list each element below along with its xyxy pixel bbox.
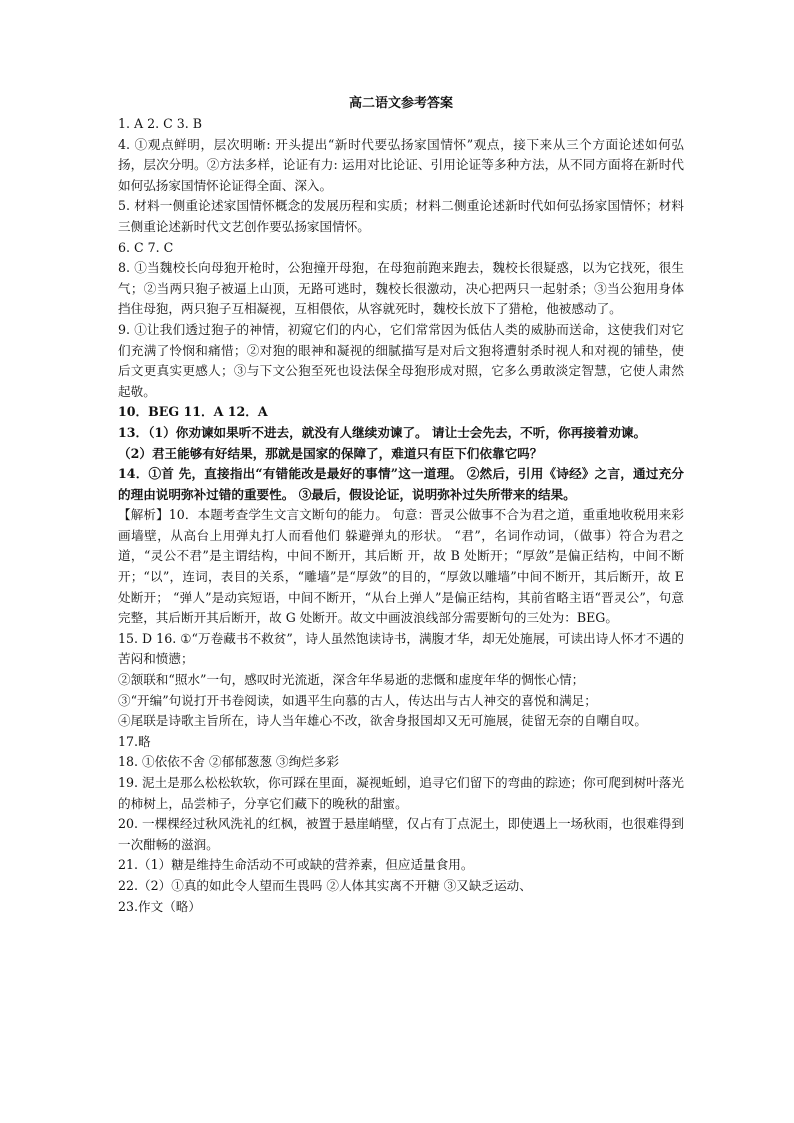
- answer-line-23: 23.作文（略）: [118, 898, 201, 914]
- answer-line-1-3: 1. A 2. C 3. B: [118, 116, 203, 131]
- answer-line-16-4: ④尾联是诗歌主旨所在，诗人当年雄心不改，欲舍身报国却又无可施展，徒留无奈的自嘲自叹。: [118, 713, 647, 729]
- answer-line-18: 18. ①依依不舍 ②郁郁葱葱 ③绚烂多彩: [118, 754, 339, 770]
- answer-line-5: 5. 材料一侧重论述家国情怀概念的发展历程和实质；材料二侧重论述新时代如何弘扬家国情怀；材料三侧重论述新时代文艺创作要弘扬家国情怀。: [118, 198, 684, 234]
- answer-line-16-3: ③“开编”句说打开书卷阅读，如遇平生向慕的古人，传达出与古人神交的喜悦和满足；: [118, 692, 597, 708]
- answer-line-13-2: （2）君王能够有好结果，那就是国家的保障了，难道只有臣下们依靠它吗？: [118, 445, 543, 461]
- answer-line-10-12: 10．BEG 11．A 12．A: [118, 404, 268, 420]
- answer-line-13-1: 13．（1）你劝谏如果听不进去，就没有人继续劝谏了。 请让士会先去，不听，你再接着劝谏。: [118, 424, 647, 440]
- answer-line-17: 17.略: [118, 733, 151, 749]
- answer-line-21: 21.（1）糖是维持生命活动不可或缺的营养素，但应适量食用。: [118, 857, 474, 873]
- answer-content: [118, 94, 684, 917]
- answer-line-20: 20. 一棵棵经过秋风洗礼的红枫，被置于悬崖峭壁，仅占有丁点泥土，即使遇上一场秋雨，也很难得到一次酣畅的滋润。: [118, 816, 684, 852]
- answer-line-4: 4. ①观点鲜明，层次明晰: 开头提出“新时代要弘扬家国情怀”观点，接下来从三个方面论述如何弘扬，层次分明。②方法多样，论证有力: 运用对比论证、引用论证等多种方法，从不同方面将在新时代如何弘扬家国情怀论证得全面、深入。: [118, 136, 684, 193]
- answer-line-6-7: 6. C 7. C: [118, 239, 174, 255]
- answer-line-22: 22.（2）①真的如此令人望而生畏吗 ②人体其实离不开糖 ③又缺乏运动、: [118, 877, 532, 893]
- answer-line-9: 9. ①让我们透过狍子的神情，初窥它们的内心，它们常常因为低估人类的威胁而送命，这使我们对它们充满了怜悯和痛惜；②对狍的眼神和凝视的细腻描写是对后文狍将遭射杀时视人和对视的铺垫，使后文更真实更感人；③与下文公狍至死也设法保全母狍形成对照，它多么勇敢淡定智慧，它使人肃然起敬。: [118, 321, 684, 399]
- answer-line-8: 8. ①当魏校长向母狍开枪时，公狍撞开母狍，在母狍前跑来跑去，魏校长很疑惑，以为它找死，很生气；②当两只狍子被逼上山顶，无路可逃时，魏校长很激动，决心把两只一起射杀；③当公狍用身体挡住母狍，两只狍子互相凝视，互相偎依，从容就死时，魏校长放下了猎枪，他被感动了。: [118, 260, 684, 317]
- answer-line-19: 19. 泥土是那么松松软软，你可踩在里面，凝视蚯蚓，追寻它们留下的弯曲的踪迹；你可爬到树叶落光的柿树上，品尝柿子，分享它们藏下的晚秋的甜蜜。: [118, 775, 684, 811]
- answer-list: [118, 114, 684, 917]
- document-title: 高二语文参考答案: [348, 96, 453, 111]
- answer-line-15-16: 15. D 16. ①“万卷藏书不救贫”，诗人虽然饱读诗书，满腹才华，却无处施展，可读出诗人怀才不遇的苦闷和愤懑；: [118, 630, 684, 667]
- answer-line-14: 14．①首 先，直接指出“有错能改是最好的事情”这一道理。 ②然后，引用《诗经》之言，通过充分的理由说明弥补过错的重要性。 ③最后，假设论证，说明弥补过失所带来的结果。: [118, 466, 684, 502]
- answer-analysis-10: 【解析】10．本题考查学生文言文断句的能力。 句意：晋灵公做事不合为君之道，重重地收税用来彩画墙壁，从高台上用弹丸打人而看他们 躲避弹丸的形状。 “君”，名词作动词，（做事）符合为君之道，“灵公不君”是主谓结构，中间不断开，其后断 开，故 B 处断开；“厚敛”是偏正结构，中间不断开；“以”，连词，表目的关系，“雕墙”是“厚敛”的目的，“厚敛以雕墙”中间不断开，其后断开，故 E 处断开； “弹人”是动宾短语，中间不断开，“从台上弹人”是偏正结构，其前省略主语“晋灵公”，句意 完整，其后断开其后断开，故 G 处断开。故文中画波浪线部分需要断句的三处为：BEG。: [118, 507, 684, 626]
- answer-line-16-2: ②颔联和“照水”一句，感叹时光流逝，深含年华易逝的悲慨和虚度年华的惆怅心情；: [118, 672, 585, 688]
